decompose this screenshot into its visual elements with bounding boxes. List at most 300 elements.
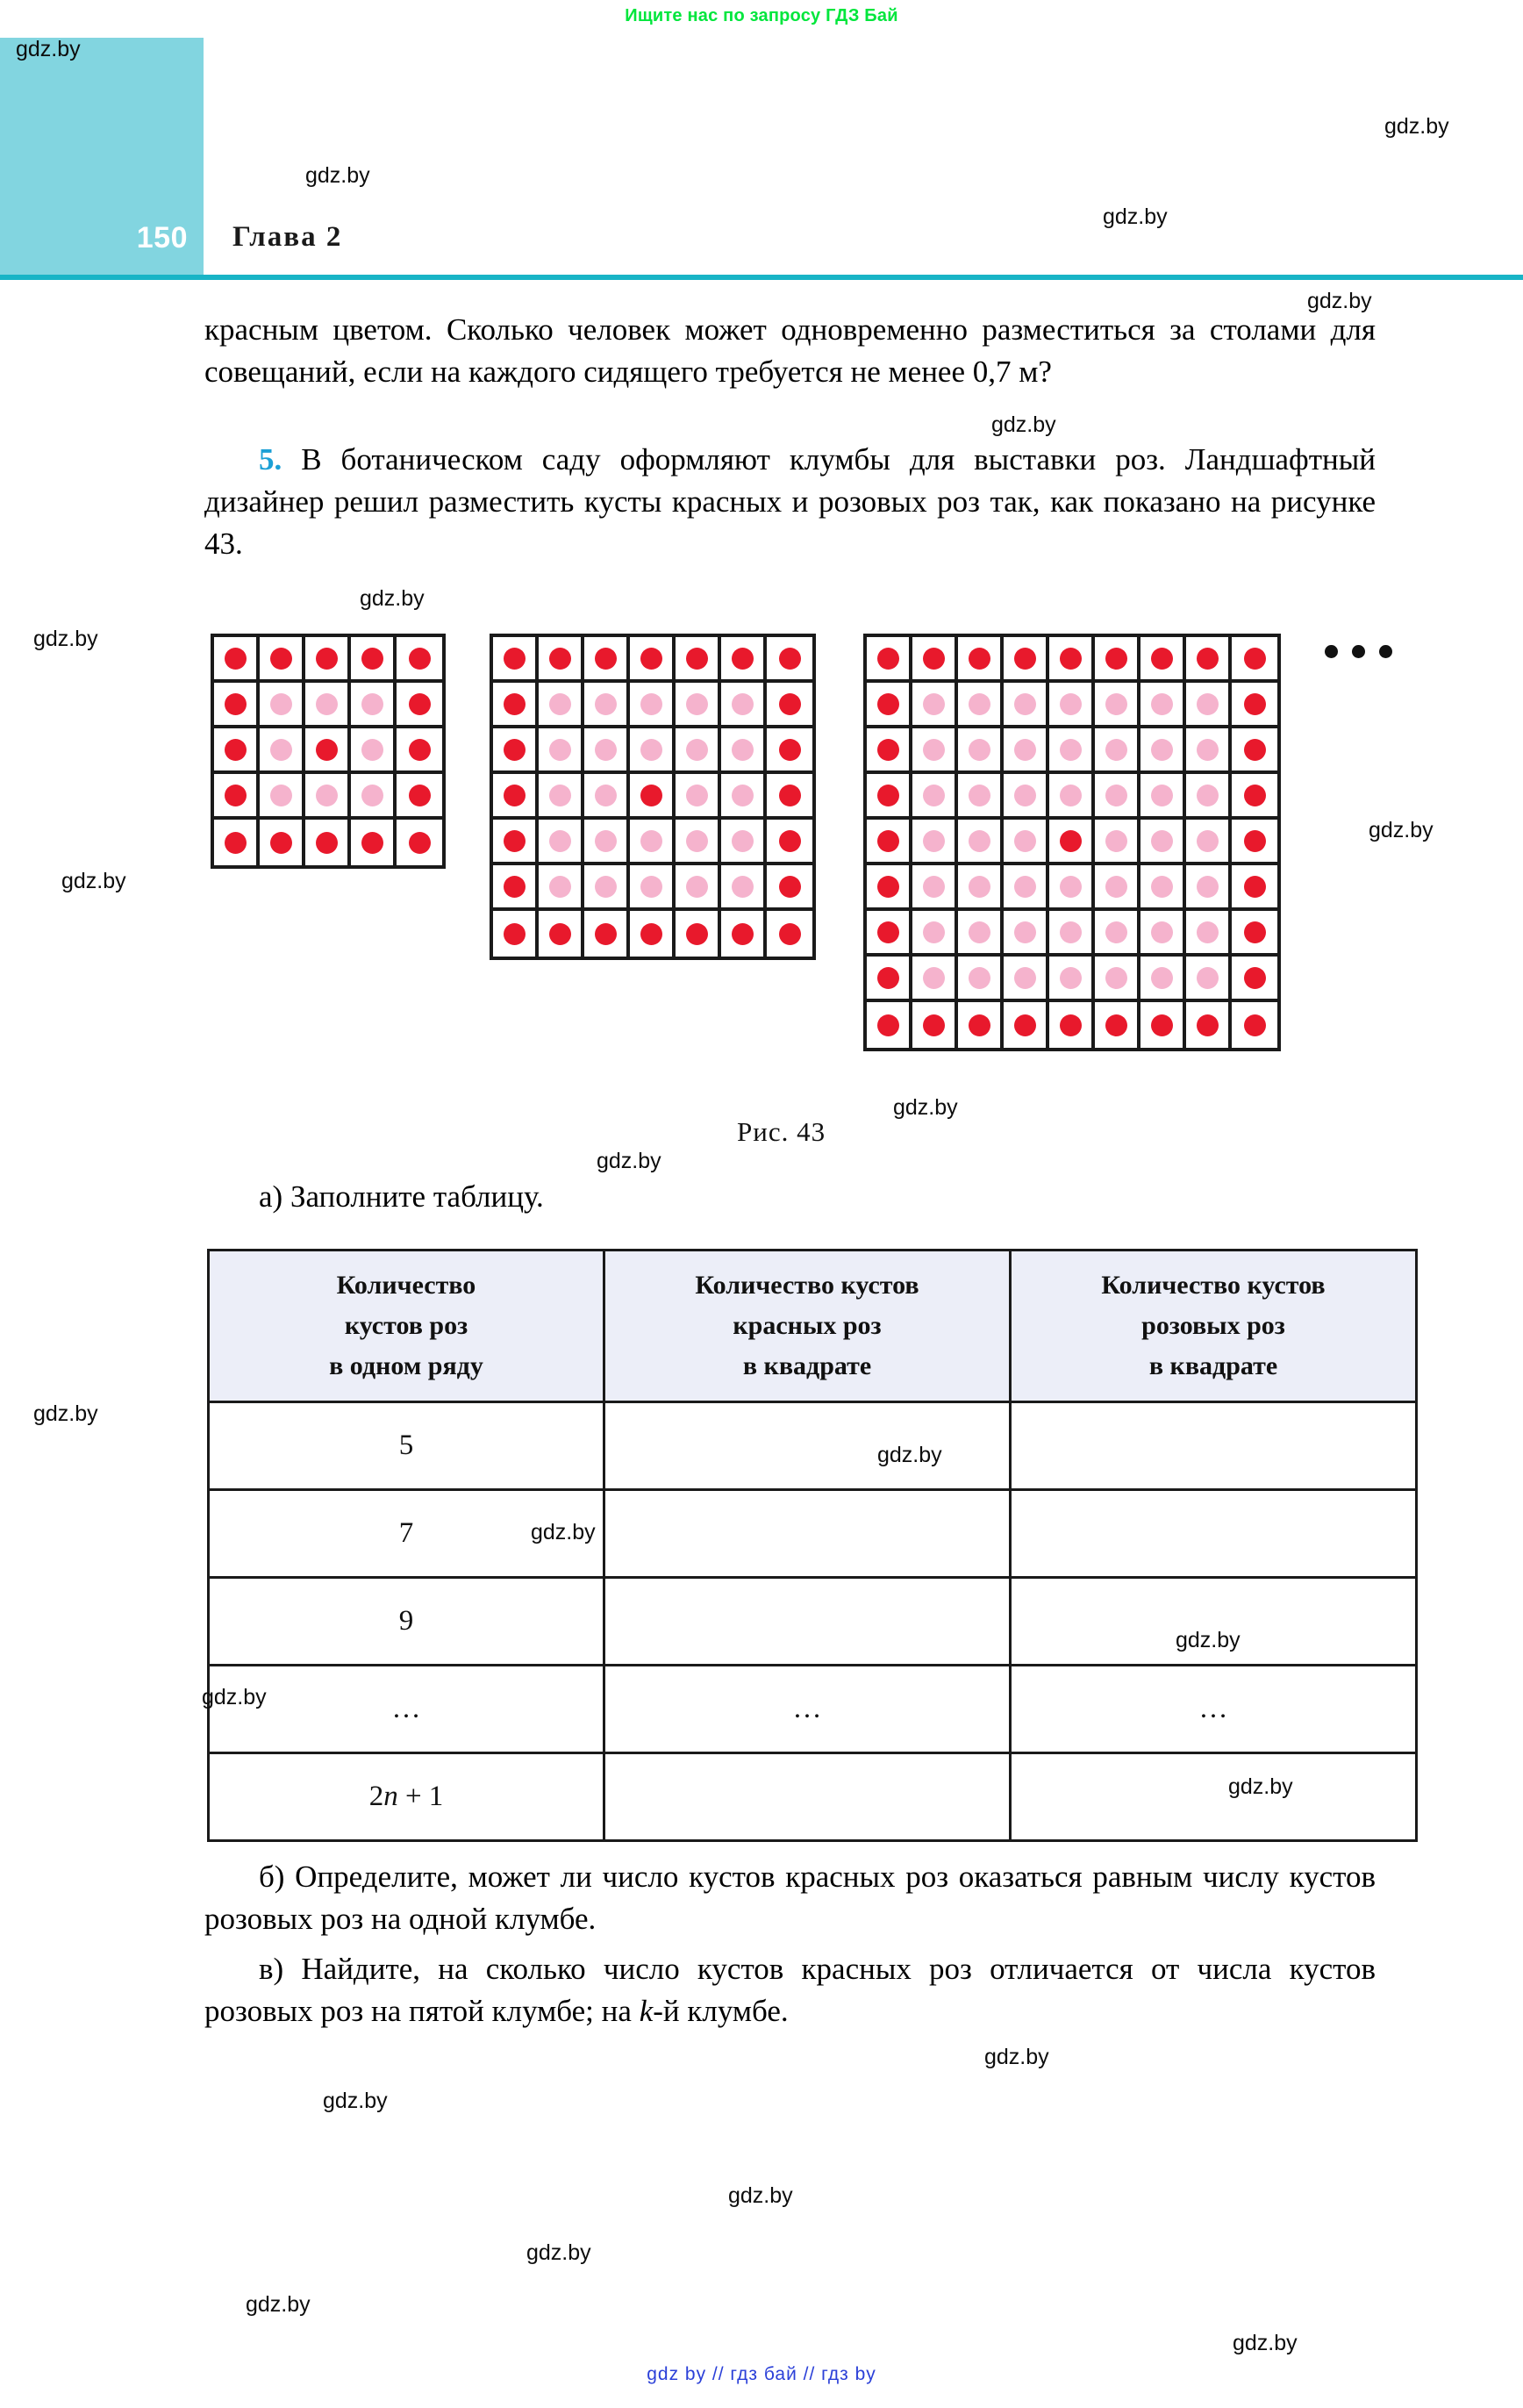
watermark: gdz.by — [531, 1520, 596, 1544]
pink-rose-dot — [1197, 967, 1219, 989]
watermark: gdz.by — [1369, 818, 1434, 842]
grid-cell — [493, 728, 539, 774]
grid-cell — [958, 774, 1004, 820]
red-rose-dot — [779, 693, 801, 715]
grid-cell — [214, 683, 260, 728]
red-rose-dot — [225, 832, 247, 854]
red-rose-dot — [1244, 739, 1266, 761]
grid-cell — [767, 911, 812, 957]
task-5-text: В ботаническом саду оформляют клумбы для выставки роз. Ландшафтный дизайнер решил разместить кусты красных и розовых роз так, как показано на рисунке 43. — [204, 442, 1376, 561]
ellipsis-dot-3 — [1379, 645, 1392, 658]
grid-cell — [1140, 1002, 1186, 1048]
grid-cell — [584, 865, 630, 911]
grid-cell — [539, 820, 584, 865]
grid-cell — [584, 728, 630, 774]
grid-cell — [676, 683, 721, 728]
grid-cell — [676, 820, 721, 865]
grid-cell — [767, 683, 812, 728]
grid-cell — [397, 728, 442, 774]
red-rose-dot — [923, 648, 945, 670]
pink-rose-dot — [1060, 921, 1082, 943]
grid-cell — [305, 820, 351, 865]
grid-cell — [1186, 774, 1232, 820]
red-rose-dot — [1105, 1014, 1127, 1036]
red-rose-dot — [732, 648, 754, 670]
red-rose-dot — [225, 648, 247, 670]
subtask-v-text-1: в) Найдите, на сколько число кустов красных роз отличается от числа кустов розовых роз на пятой клумбе; на — [204, 1952, 1376, 2028]
grid-cell — [1186, 911, 1232, 957]
pink-rose-dot — [1197, 693, 1219, 715]
cell-red-1[interactable] — [604, 1402, 1011, 1490]
red-rose-dot — [1244, 1014, 1266, 1036]
red-rose-dot — [409, 739, 431, 761]
grid-cell — [1049, 1002, 1095, 1048]
red-rose-dot — [504, 830, 526, 852]
pink-rose-dot — [1060, 967, 1082, 989]
formula-variable: n — [383, 1781, 398, 1812]
pink-rose-dot — [270, 785, 292, 806]
red-rose-dot — [1060, 830, 1082, 852]
red-rose-dot — [595, 923, 617, 945]
pink-rose-dot — [732, 876, 754, 898]
cell-pink-1[interactable] — [1011, 1402, 1417, 1490]
table-row — [209, 1490, 1417, 1578]
pink-rose-dot — [595, 785, 617, 806]
pink-rose-dot — [732, 830, 754, 852]
red-rose-dot — [877, 830, 899, 852]
grid-cell — [630, 728, 676, 774]
red-rose-dot — [732, 923, 754, 945]
grid-cell — [1232, 957, 1277, 1002]
grid-cell — [867, 865, 912, 911]
pink-rose-dot — [923, 693, 945, 715]
grid-cell — [1095, 957, 1140, 1002]
red-rose-dot — [923, 1014, 945, 1036]
grid-cell — [305, 683, 351, 728]
grid-cell — [351, 637, 397, 683]
grid-cell — [676, 911, 721, 957]
pink-rose-dot — [686, 693, 708, 715]
pink-rose-dot — [1105, 830, 1127, 852]
watermark: gdz.by — [33, 1401, 98, 1426]
subtask-v-variable: k — [639, 1994, 654, 2028]
red-rose-dot — [1151, 648, 1173, 670]
pink-rose-dot — [1014, 921, 1036, 943]
pink-rose-dot — [1105, 876, 1127, 898]
red-rose-dot — [225, 739, 247, 761]
rose-grid-5 — [211, 634, 446, 869]
pink-rose-dot — [1105, 785, 1127, 806]
grid-cell — [767, 865, 812, 911]
grid-cell — [958, 820, 1004, 865]
pink-rose-dot — [1151, 967, 1173, 989]
footer-links[interactable]: gdz by // гдз бай // гдз by — [647, 2364, 876, 2384]
red-rose-dot — [640, 785, 662, 806]
grid-cell — [397, 774, 442, 820]
grid-cell — [912, 1002, 958, 1048]
watermark: gdz.by — [1228, 1774, 1293, 1799]
pink-rose-dot — [686, 876, 708, 898]
grid-cell — [1140, 911, 1186, 957]
subtask-a-text: а) Заполните таблицу. — [259, 1179, 544, 1214]
subtask-a — [204, 1176, 1376, 1218]
pink-rose-dot — [969, 967, 990, 989]
cell-red-3[interactable] — [604, 1578, 1011, 1666]
grid-cell — [1049, 683, 1095, 728]
pink-rose-dot — [686, 785, 708, 806]
red-rose-dot — [549, 648, 571, 670]
grid-cell — [1095, 820, 1140, 865]
grid-cell — [1095, 1002, 1140, 1048]
grid-cell — [1232, 911, 1277, 957]
grid-cell — [1004, 957, 1049, 1002]
promo-banner: Ищите нас по запросу ГДЗ Бай — [625, 6, 898, 25]
pink-rose-dot — [316, 785, 338, 806]
grid-cell — [397, 820, 442, 865]
watermark: gdz.by — [246, 2292, 311, 2317]
grid-cell — [721, 911, 767, 957]
pink-rose-dot — [1151, 876, 1173, 898]
pink-rose-dot — [923, 876, 945, 898]
grid-cell — [1049, 911, 1095, 957]
watermark: gdz.by — [1176, 1628, 1241, 1652]
pink-rose-dot — [1151, 739, 1173, 761]
pink-rose-dot — [270, 693, 292, 715]
grid-cell — [1004, 820, 1049, 865]
grid-cell — [1186, 728, 1232, 774]
grid-cell — [1004, 683, 1049, 728]
red-rose-dot — [779, 648, 801, 670]
pink-rose-dot — [1151, 785, 1173, 806]
red-rose-dot — [361, 648, 383, 670]
red-rose-dot — [504, 648, 526, 670]
pink-rose-dot — [1197, 785, 1219, 806]
pink-rose-dot — [316, 693, 338, 715]
ellipsis-dot-1 — [1325, 645, 1338, 658]
pink-rose-dot — [923, 921, 945, 943]
pink-rose-dot — [361, 739, 383, 761]
grid-cell — [767, 774, 812, 820]
th1-line1: Количество — [336, 1271, 476, 1300]
red-rose-dot — [504, 693, 526, 715]
pink-rose-dot — [640, 693, 662, 715]
grid-cell — [1049, 957, 1095, 1002]
watermark: gdz.by — [893, 1095, 958, 1120]
grid-cell — [867, 911, 912, 957]
pink-rose-dot — [1105, 739, 1127, 761]
grid-cell — [867, 683, 912, 728]
th1-line2: кустов роз — [344, 1311, 468, 1340]
grid-cell — [351, 820, 397, 865]
red-rose-dot — [1244, 648, 1266, 670]
red-rose-dot — [316, 648, 338, 670]
roses-table — [207, 1249, 1418, 1842]
pink-rose-dot — [1014, 739, 1036, 761]
grid-cell — [214, 820, 260, 865]
grid-cell — [1140, 637, 1186, 683]
grid-cell — [214, 637, 260, 683]
pink-rose-dot — [640, 876, 662, 898]
watermark: gdz.by — [728, 2183, 793, 2208]
red-rose-dot — [270, 648, 292, 670]
red-rose-dot — [270, 832, 292, 854]
red-rose-dot — [1197, 648, 1219, 670]
grid-cell — [867, 774, 912, 820]
grid-cell — [539, 865, 584, 911]
table-header-cell-3 — [1011, 1251, 1417, 1402]
grid-cell — [721, 728, 767, 774]
pink-rose-dot — [1105, 693, 1127, 715]
pink-rose-dot — [1014, 693, 1036, 715]
red-rose-dot — [640, 923, 662, 945]
red-rose-dot — [779, 876, 801, 898]
grid-cell — [584, 637, 630, 683]
grid-cell — [1232, 865, 1277, 911]
red-rose-dot — [1197, 1014, 1219, 1036]
grid-cell — [214, 728, 260, 774]
grid-cell — [539, 911, 584, 957]
grid-cell — [397, 683, 442, 728]
cell-rowsize-2[interactable]: 7 — [209, 1490, 604, 1578]
pink-rose-dot — [1197, 876, 1219, 898]
pink-rose-dot — [1060, 693, 1082, 715]
red-rose-dot — [409, 648, 431, 670]
red-rose-dot — [877, 739, 899, 761]
red-rose-dot — [686, 923, 708, 945]
red-rose-dot — [969, 1014, 990, 1036]
grid-cell — [912, 728, 958, 774]
grid-cell — [260, 683, 305, 728]
grid-cell — [912, 774, 958, 820]
table-header-cell-1 — [209, 1251, 604, 1402]
red-rose-dot — [1244, 921, 1266, 943]
grid-cell — [912, 865, 958, 911]
grid-cell — [1140, 683, 1186, 728]
pink-rose-dot — [1014, 830, 1036, 852]
grid-cell — [867, 1002, 912, 1048]
grid-cell — [584, 911, 630, 957]
red-rose-dot — [549, 923, 571, 945]
grid-cell — [260, 728, 305, 774]
cell-red-5[interactable] — [604, 1753, 1011, 1841]
grid-cell — [630, 911, 676, 957]
red-rose-dot — [1151, 1014, 1173, 1036]
grid-cell — [958, 1002, 1004, 1048]
watermark: gdz.by — [877, 1443, 942, 1467]
page-number: 150 — [136, 221, 188, 254]
grid-cell — [958, 911, 1004, 957]
grid-cell — [1004, 728, 1049, 774]
grid-cell — [867, 637, 912, 683]
pink-rose-dot — [686, 739, 708, 761]
pink-rose-dot — [1151, 693, 1173, 715]
grid-cell — [539, 637, 584, 683]
grid-cell — [630, 637, 676, 683]
red-rose-dot — [877, 921, 899, 943]
red-rose-dot — [969, 648, 990, 670]
th3-line2: розовых роз — [1141, 1311, 1285, 1340]
grid-cell — [1186, 820, 1232, 865]
grid-cell — [721, 820, 767, 865]
grid-cell — [260, 820, 305, 865]
grid-cell — [767, 728, 812, 774]
grid-cell — [584, 820, 630, 865]
grid-cell — [721, 683, 767, 728]
th2-line1: Количество кустов — [695, 1271, 919, 1300]
pink-rose-dot — [549, 785, 571, 806]
th3-line1: Количество кустов — [1101, 1271, 1326, 1300]
red-rose-dot — [1244, 830, 1266, 852]
grid-cell — [867, 728, 912, 774]
watermark: gdz.by — [1103, 204, 1168, 229]
pink-rose-dot — [1197, 921, 1219, 943]
grid-cell — [676, 637, 721, 683]
grid-cell — [1186, 957, 1232, 1002]
grid-cell — [260, 637, 305, 683]
cell-red-4[interactable]: … — [604, 1666, 1011, 1753]
grid-cell — [1049, 637, 1095, 683]
pink-rose-dot — [1014, 785, 1036, 806]
subtask-b-text: б) Определите, может ли число кустов красных роз оказаться равным числу кустов розовых роз на одной клумбе. — [204, 1860, 1376, 1936]
watermark: gdz.by — [597, 1149, 661, 1173]
cell-red-2[interactable] — [604, 1490, 1011, 1578]
grid-cell — [1095, 728, 1140, 774]
cell-pink-2[interactable] — [1011, 1490, 1417, 1578]
grid-cell — [1004, 911, 1049, 957]
grid-cell — [539, 774, 584, 820]
pink-rose-dot — [361, 693, 383, 715]
figure-ellipsis-icon — [1325, 645, 1392, 658]
red-rose-dot — [1060, 648, 1082, 670]
grid-cell — [493, 637, 539, 683]
table-header-row — [209, 1251, 1417, 1402]
red-rose-dot — [504, 739, 526, 761]
grid-cell — [1140, 774, 1186, 820]
grid-cell — [912, 820, 958, 865]
formula-prefix: 2 — [368, 1781, 384, 1812]
grid-cell — [493, 911, 539, 957]
pink-rose-dot — [595, 876, 617, 898]
chapter-title: Глава 2 — [232, 221, 343, 253]
grid-cell — [912, 911, 958, 957]
red-rose-dot — [504, 876, 526, 898]
grid-cell — [912, 637, 958, 683]
watermark: gdz.by — [1307, 289, 1372, 313]
grid-cell — [1140, 865, 1186, 911]
grid-cell — [1004, 865, 1049, 911]
grid-cell — [493, 820, 539, 865]
red-rose-dot — [1014, 1014, 1036, 1036]
watermark: gdz.by — [16, 37, 81, 61]
grid-cell — [676, 728, 721, 774]
pink-rose-dot — [686, 830, 708, 852]
grid-cell — [958, 728, 1004, 774]
red-rose-dot — [409, 693, 431, 715]
grid-cell — [493, 865, 539, 911]
formula-suffix: + 1 — [397, 1781, 444, 1812]
red-rose-dot — [1014, 648, 1036, 670]
red-rose-dot — [225, 693, 247, 715]
pink-rose-dot — [1060, 876, 1082, 898]
grid-cell — [1186, 865, 1232, 911]
pink-rose-dot — [270, 739, 292, 761]
red-rose-dot — [1244, 693, 1266, 715]
cell-rowsize-5[interactable] — [209, 1753, 604, 1841]
red-rose-dot — [877, 967, 899, 989]
grid-cell — [721, 774, 767, 820]
watermark: gdz.by — [61, 869, 126, 893]
red-rose-dot — [779, 785, 801, 806]
grid-cell — [1095, 683, 1140, 728]
red-rose-dot — [504, 785, 526, 806]
red-rose-dot — [877, 693, 899, 715]
watermark: gdz.by — [1233, 2331, 1298, 2355]
red-rose-dot — [640, 648, 662, 670]
grid-cell — [1232, 637, 1277, 683]
grid-cell — [539, 728, 584, 774]
pink-rose-dot — [923, 967, 945, 989]
red-rose-dot — [1060, 1014, 1082, 1036]
pink-rose-dot — [969, 785, 990, 806]
grid-cell — [1049, 728, 1095, 774]
table-header — [209, 1251, 1417, 1402]
paragraph-continued-text: красным цветом. Сколько человек может одновременно разместиться за столами для совещаний, если на каждого сидящего требуется не менее 0,7 м? — [204, 312, 1376, 389]
red-rose-dot — [877, 876, 899, 898]
pink-rose-dot — [549, 830, 571, 852]
grid-cell — [721, 637, 767, 683]
grid-cell — [305, 728, 351, 774]
grid-cell — [1049, 820, 1095, 865]
cell-rowsize-3[interactable]: 9 — [209, 1578, 604, 1666]
cell-pink-5[interactable] — [1011, 1753, 1417, 1841]
pink-rose-dot — [595, 739, 617, 761]
grid-cell — [1140, 728, 1186, 774]
cell-rowsize-1[interactable]: 5 — [209, 1402, 604, 1490]
grid-cell — [305, 774, 351, 820]
paragraph-continued — [204, 309, 1376, 393]
grid-cell — [1232, 774, 1277, 820]
watermark: gdz.by — [33, 627, 98, 651]
grid-cell — [1140, 957, 1186, 1002]
red-rose-dot — [225, 785, 247, 806]
pink-rose-dot — [923, 830, 945, 852]
task-5 — [204, 439, 1376, 565]
cell-pink-4[interactable]: … — [1011, 1666, 1417, 1753]
red-rose-dot — [877, 648, 899, 670]
pink-rose-dot — [732, 739, 754, 761]
th3-line3: в квадрате — [1148, 1351, 1278, 1380]
pink-rose-dot — [549, 693, 571, 715]
red-rose-dot — [595, 648, 617, 670]
th1-line3: в одном ряду — [329, 1351, 483, 1380]
grid-cell — [1140, 820, 1186, 865]
pink-rose-dot — [595, 830, 617, 852]
pink-rose-dot — [1060, 739, 1082, 761]
red-rose-dot — [1105, 648, 1127, 670]
red-rose-dot — [316, 739, 338, 761]
grid-cell — [1232, 820, 1277, 865]
pink-rose-dot — [640, 830, 662, 852]
grid-cell — [630, 683, 676, 728]
subtask-v-text-2: -й клумбе. — [653, 1994, 789, 2028]
pink-rose-dot — [640, 739, 662, 761]
grid-cell — [214, 774, 260, 820]
header-divider — [0, 275, 1523, 280]
grid-cell — [397, 637, 442, 683]
cell-rowsize-4[interactable]: … — [209, 1666, 604, 1753]
grid-cell — [630, 865, 676, 911]
watermark: gdz.by — [526, 2240, 591, 2265]
